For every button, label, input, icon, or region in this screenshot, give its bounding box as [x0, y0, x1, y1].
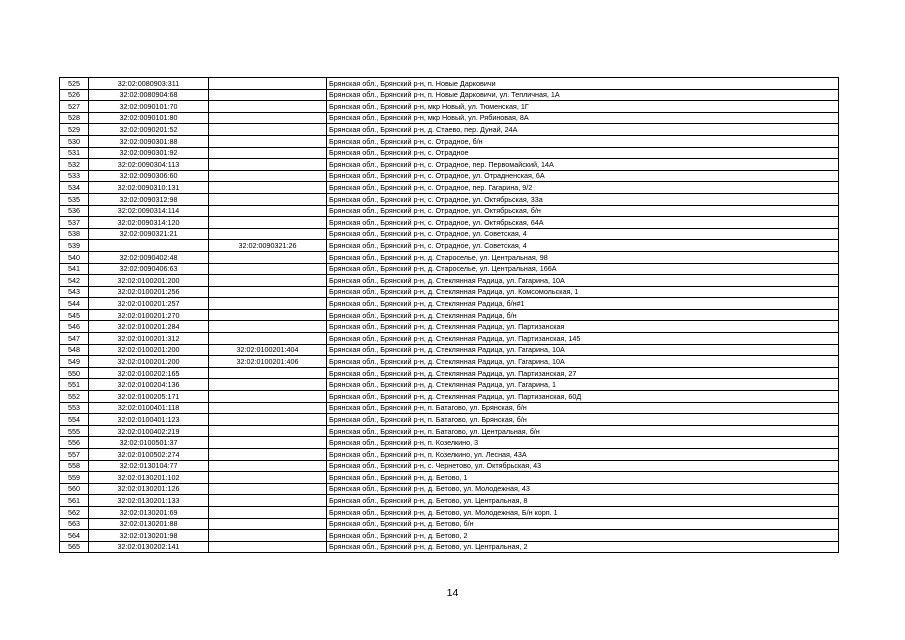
address-cell: Брянская обл., Брянский р-н, д. Бетово, ул. Молодежная, Б/н корп. 1 [327, 506, 839, 518]
row-number-cell: 548 [60, 344, 89, 356]
table-row [60, 217, 839, 229]
related-cadastral-number-cell [209, 321, 327, 333]
address-cell: Брянская обл., Брянский р-н, с. Отрадное, б/н [327, 135, 839, 147]
row-number-cell: 526 [60, 89, 89, 101]
address-cell: Брянская обл., Брянский р-н, мкр Новый, ул. Тюменская, 1Г [327, 101, 839, 113]
table-row [60, 275, 839, 287]
cadastral-number-cell: 32:02:0090321:21 [89, 228, 209, 240]
address-cell: Брянская обл., Брянский р-н, д. Стеклянная Радица, ул. Гагарина, 1 [327, 379, 839, 391]
row-number-cell: 539 [60, 240, 89, 252]
address-cell: Брянская обл., Брянский р-н, д. Стеклянная Радица, ул. Партизанская, 27 [327, 367, 839, 379]
related-cadastral-number-cell: 32:02:0100201:406 [209, 356, 327, 368]
row-number-cell: 538 [60, 228, 89, 240]
table-row [60, 228, 839, 240]
cadastral-number-cell: 32:02:0130201:133 [89, 495, 209, 507]
related-cadastral-number-cell [209, 460, 327, 472]
row-number-cell: 546 [60, 321, 89, 333]
cadastral-number-cell: 32:02:0090101:80 [89, 112, 209, 124]
cadastral-number-cell: 32:02:0100401:118 [89, 402, 209, 414]
row-number-cell: 547 [60, 333, 89, 345]
related-cadastral-number-cell [209, 437, 327, 449]
address-cell: Брянская обл., Брянский р-н, п. Батагово, ул. Брянская, б/н [327, 414, 839, 426]
row-number-cell: 551 [60, 379, 89, 391]
cadastral-number-cell: 32:02:0100205:171 [89, 391, 209, 403]
cadastral-number-cell: 32:02:0080904:68 [89, 89, 209, 101]
related-cadastral-number-cell [209, 170, 327, 182]
related-cadastral-number-cell [209, 367, 327, 379]
cadastral-number-cell: 32:02:0100501:37 [89, 437, 209, 449]
cadastral-number-cell: 32:02:0130202:141 [89, 541, 209, 553]
table-row [60, 298, 839, 310]
table-row [60, 530, 839, 542]
address-cell: Брянская обл., Брянский р-н, с. Отрадное, ул. Октябрьская, 64А [327, 217, 839, 229]
related-cadastral-number-cell [209, 472, 327, 484]
row-number-cell: 542 [60, 275, 89, 287]
address-cell: Брянская обл., Брянский р-н, с. Отрадное, ул. Отрадненская, 6А [327, 170, 839, 182]
cadastral-number-cell: 32:02:0130201:88 [89, 518, 209, 530]
row-number-cell: 557 [60, 449, 89, 461]
table-row [60, 449, 839, 461]
table-row [60, 309, 839, 321]
table-row [60, 379, 839, 391]
related-cadastral-number-cell [209, 425, 327, 437]
address-cell: Брянская обл., Брянский р-н, с. Отрадное, ул. Октябрьская, 33а [327, 193, 839, 205]
related-cadastral-number-cell [209, 298, 327, 310]
row-number-cell: 537 [60, 217, 89, 229]
address-cell: Брянская обл., Брянский р-н, с. Отрадное [327, 147, 839, 159]
address-cell: Брянская обл., Брянский р-н, д. Староселье, ул. Центральная, 166А [327, 263, 839, 275]
row-number-cell: 549 [60, 356, 89, 368]
address-cell: Брянская обл., Брянский р-н, д. Бетово, ул. Центральная, 8 [327, 495, 839, 507]
related-cadastral-number-cell [209, 193, 327, 205]
address-cell: Брянская обл., Брянский р-н, д. Стаево, пер. Дунай, 24А [327, 124, 839, 136]
address-cell: Брянская обл., Брянский р-н, д. Стеклянная Радица, ул. Партизанская [327, 321, 839, 333]
related-cadastral-number-cell [209, 530, 327, 542]
table-row [60, 124, 839, 136]
row-number-cell: 545 [60, 309, 89, 321]
row-number-cell: 564 [60, 530, 89, 542]
row-number-cell: 531 [60, 147, 89, 159]
related-cadastral-number-cell: 32:02:0090321:26 [209, 240, 327, 252]
row-number-cell: 540 [60, 251, 89, 263]
cadastral-number-cell: 32:02:0090314:120 [89, 217, 209, 229]
table-row [60, 344, 839, 356]
table-row [60, 112, 839, 124]
cadastral-number-cell: 32:02:0100401:123 [89, 414, 209, 426]
address-cell: Брянская обл., Брянский р-н, д. Бетово, ул. Молодежная, 43 [327, 483, 839, 495]
row-number-cell: 560 [60, 483, 89, 495]
related-cadastral-number-cell [209, 541, 327, 553]
row-number-cell: 563 [60, 518, 89, 530]
address-cell: Брянская обл., Брянский р-н, п. Козелкино, ул. Лесная, 43А [327, 449, 839, 461]
cadastral-number-cell: 32:02:0090310:131 [89, 182, 209, 194]
related-cadastral-number-cell [209, 495, 327, 507]
address-cell: Брянская обл., Брянский р-н, с. Отрадное, ул. Советская, 4 [327, 228, 839, 240]
address-cell: Брянская обл., Брянский р-н, д. Бетово, 2 [327, 530, 839, 542]
related-cadastral-number-cell [209, 506, 327, 518]
related-cadastral-number-cell [209, 147, 327, 159]
related-cadastral-number-cell [209, 333, 327, 345]
page-number: 14 [446, 587, 459, 599]
address-cell: Брянская обл., Брянский р-н, д. Стеклянная Радица, ул. Партизанская, 60Д [327, 391, 839, 403]
cadastral-number-cell: 32:02:0090314:114 [89, 205, 209, 217]
cadastral-number-cell: 32:02:0130201:126 [89, 483, 209, 495]
related-cadastral-number-cell [209, 483, 327, 495]
cadastral-number-cell: 32:02:0100201:200 [89, 344, 209, 356]
related-cadastral-number-cell [209, 182, 327, 194]
address-cell: Брянская обл., Брянский р-н, мкр Новый, ул. Рябиновая, 8А [327, 112, 839, 124]
row-number-cell: 554 [60, 414, 89, 426]
table-row [60, 159, 839, 171]
row-number-cell: 527 [60, 101, 89, 113]
address-cell: Брянская обл., Брянский р-н, с. Чернетово, ул. Октябрьская, 43 [327, 460, 839, 472]
row-number-cell: 553 [60, 402, 89, 414]
table-row [60, 367, 839, 379]
cadastral-number-cell: 32:02:0090304:113 [89, 159, 209, 171]
address-cell: Брянская обл., Брянский р-н, д. Бетово, 1 [327, 472, 839, 484]
related-cadastral-number-cell [209, 101, 327, 113]
cadastral-number-cell [89, 240, 209, 252]
table-row [60, 425, 839, 437]
related-cadastral-number-cell [209, 205, 327, 217]
row-number-cell: 535 [60, 193, 89, 205]
cadastral-number-cell: 32:02:0130201:102 [89, 472, 209, 484]
table-row [60, 205, 839, 217]
row-number-cell: 525 [60, 78, 89, 90]
address-cell: Брянская обл., Брянский р-н, п. Новые Дарковичи [327, 78, 839, 90]
table-row [60, 193, 839, 205]
address-cell: Брянская обл., Брянский р-н, п. Новые Дарковичи, ул. Тепличная, 1А [327, 89, 839, 101]
table-row [60, 135, 839, 147]
row-number-cell: 561 [60, 495, 89, 507]
address-cell: Брянская обл., Брянский р-н, с. Отрадное, ул. Советская, 4 [327, 240, 839, 252]
related-cadastral-number-cell [209, 78, 327, 90]
cadastral-number-cell: 32:02:0100201:270 [89, 309, 209, 321]
cadastral-number-cell: 32:02:0090306:60 [89, 170, 209, 182]
related-cadastral-number-cell [209, 402, 327, 414]
table-row [60, 263, 839, 275]
address-cell: Брянская обл., Брянский р-н, д. Стеклянная Радица, ул. Партизанская, 145 [327, 333, 839, 345]
cadastral-number-cell: 32:02:0090101:70 [89, 101, 209, 113]
table-row [60, 170, 839, 182]
table-row [60, 506, 839, 518]
cadastral-number-cell: 32:02:0100402:219 [89, 425, 209, 437]
related-cadastral-number-cell [209, 217, 327, 229]
cadastral-number-cell: 32:02:0100201:200 [89, 275, 209, 287]
row-number-cell: 528 [60, 112, 89, 124]
address-cell: Брянская обл., Брянский р-н, д. Бетово, б/н [327, 518, 839, 530]
row-number-cell: 556 [60, 437, 89, 449]
cadastral-number-cell: 32:02:0100502:274 [89, 449, 209, 461]
cadastral-number-cell: 32:02:0090301:92 [89, 147, 209, 159]
related-cadastral-number-cell [209, 449, 327, 461]
related-cadastral-number-cell [209, 391, 327, 403]
row-number-cell: 559 [60, 472, 89, 484]
row-number-cell: 534 [60, 182, 89, 194]
cadastral-number-cell: 32:02:0100201:200 [89, 356, 209, 368]
related-cadastral-number-cell [209, 286, 327, 298]
related-cadastral-number-cell [209, 89, 327, 101]
row-number-cell: 555 [60, 425, 89, 437]
cadastral-number-cell: 32:02:0100201:284 [89, 321, 209, 333]
table-row [60, 495, 839, 507]
table-row [60, 402, 839, 414]
address-cell: Брянская обл., Брянский р-н, д. Стеклянная Радица, б/н#1 [327, 298, 839, 310]
related-cadastral-number-cell [209, 135, 327, 147]
table-row [60, 101, 839, 113]
cadastral-number-cell: 32:02:0100201:257 [89, 298, 209, 310]
table-row [60, 147, 839, 159]
related-cadastral-number-cell [209, 309, 327, 321]
table-row [60, 182, 839, 194]
cadastral-number-cell: 32:02:0090406:63 [89, 263, 209, 275]
cadastral-number-cell: 32:02:0130201:69 [89, 506, 209, 518]
cadastral-number-cell: 32:02:0090201:52 [89, 124, 209, 136]
row-number-cell: 565 [60, 541, 89, 553]
related-cadastral-number-cell [209, 518, 327, 530]
table-row [60, 240, 839, 252]
row-number-cell: 552 [60, 391, 89, 403]
row-number-cell: 544 [60, 298, 89, 310]
related-cadastral-number-cell [209, 124, 327, 136]
table-row [60, 460, 839, 472]
address-cell: Брянская обл., Брянский р-н, д. Стеклянная Радица, ул. Гагарина, 10А [327, 344, 839, 356]
property-register-table [59, 77, 839, 553]
cadastral-number-cell: 32:02:0090301:88 [89, 135, 209, 147]
row-number-cell: 562 [60, 506, 89, 518]
related-cadastral-number-cell [209, 275, 327, 287]
address-cell: Брянская обл., Брянский р-н, д. Стеклянная Радица, ул. Комсомольская, 1 [327, 286, 839, 298]
cadastral-number-cell: 32:02:0100202:165 [89, 367, 209, 379]
address-cell: Брянская обл., Брянский р-н, п. Батагово, ул. Центральная, б/н [327, 425, 839, 437]
cadastral-number-cell: 32:02:0100201:256 [89, 286, 209, 298]
related-cadastral-number-cell [209, 112, 327, 124]
address-cell: Брянская обл., Брянский р-н, д. Бетово, ул. Центральная, 2 [327, 541, 839, 553]
row-number-cell: 536 [60, 205, 89, 217]
cadastral-number-cell: 32:02:0100204:136 [89, 379, 209, 391]
row-number-cell: 541 [60, 263, 89, 275]
related-cadastral-number-cell: 32:02:0100201:404 [209, 344, 327, 356]
related-cadastral-number-cell [209, 251, 327, 263]
table-row [60, 286, 839, 298]
cadastral-number-cell: 32:02:0090402:48 [89, 251, 209, 263]
related-cadastral-number-cell [209, 379, 327, 391]
table-row [60, 251, 839, 263]
row-number-cell: 558 [60, 460, 89, 472]
table-row [60, 356, 839, 368]
address-cell: Брянская обл., Брянский р-н, д. Стеклянная Радица, б/н [327, 309, 839, 321]
table-row [60, 333, 839, 345]
address-cell: Брянская обл., Брянский р-н, с. Отрадное, пер. Первомайский, 14А [327, 159, 839, 171]
related-cadastral-number-cell [209, 414, 327, 426]
cadastral-number-cell: 32:02:0130201:98 [89, 530, 209, 542]
cadastral-number-cell: 32:02:0090312:98 [89, 193, 209, 205]
table-row [60, 483, 839, 495]
row-number-cell: 529 [60, 124, 89, 136]
address-cell: Брянская обл., Брянский р-н, д. Староселье, ул. Центральная, 98 [327, 251, 839, 263]
table-row [60, 437, 839, 449]
address-cell: Брянская обл., Брянский р-н, п. Батагово, ул. Брянская, б/н [327, 402, 839, 414]
address-cell: Брянская обл., Брянский р-н, с. Отрадное, ул. Октябрьская, б/н [327, 205, 839, 217]
related-cadastral-number-cell [209, 228, 327, 240]
table-row [60, 391, 839, 403]
register-table-body [60, 78, 839, 553]
address-cell: Брянская обл., Брянский р-н, п. Козелкино, 3 [327, 437, 839, 449]
table-row [60, 541, 839, 553]
cadastral-number-cell: 32:02:0100201:312 [89, 333, 209, 345]
table-row [60, 78, 839, 90]
row-number-cell: 543 [60, 286, 89, 298]
cadastral-number-cell: 32:02:0080903:311 [89, 78, 209, 90]
related-cadastral-number-cell [209, 159, 327, 171]
table-row [60, 518, 839, 530]
cadastral-number-cell: 32:02:0130104:77 [89, 460, 209, 472]
table-row [60, 472, 839, 484]
address-cell: Брянская обл., Брянский р-н, с. Отрадное, пер. Гагарина, 9/2 [327, 182, 839, 194]
table-row [60, 321, 839, 333]
address-cell: Брянская обл., Брянский р-н, д. Стеклянная Радица, ул. Гагарина, 10А [327, 356, 839, 368]
table-row [60, 414, 839, 426]
row-number-cell: 550 [60, 367, 89, 379]
row-number-cell: 532 [60, 159, 89, 171]
row-number-cell: 533 [60, 170, 89, 182]
address-cell: Брянская обл., Брянский р-н, д. Стеклянная Радица, ул. Гагарина, 10А [327, 275, 839, 287]
related-cadastral-number-cell [209, 263, 327, 275]
table-row [60, 89, 839, 101]
row-number-cell: 530 [60, 135, 89, 147]
